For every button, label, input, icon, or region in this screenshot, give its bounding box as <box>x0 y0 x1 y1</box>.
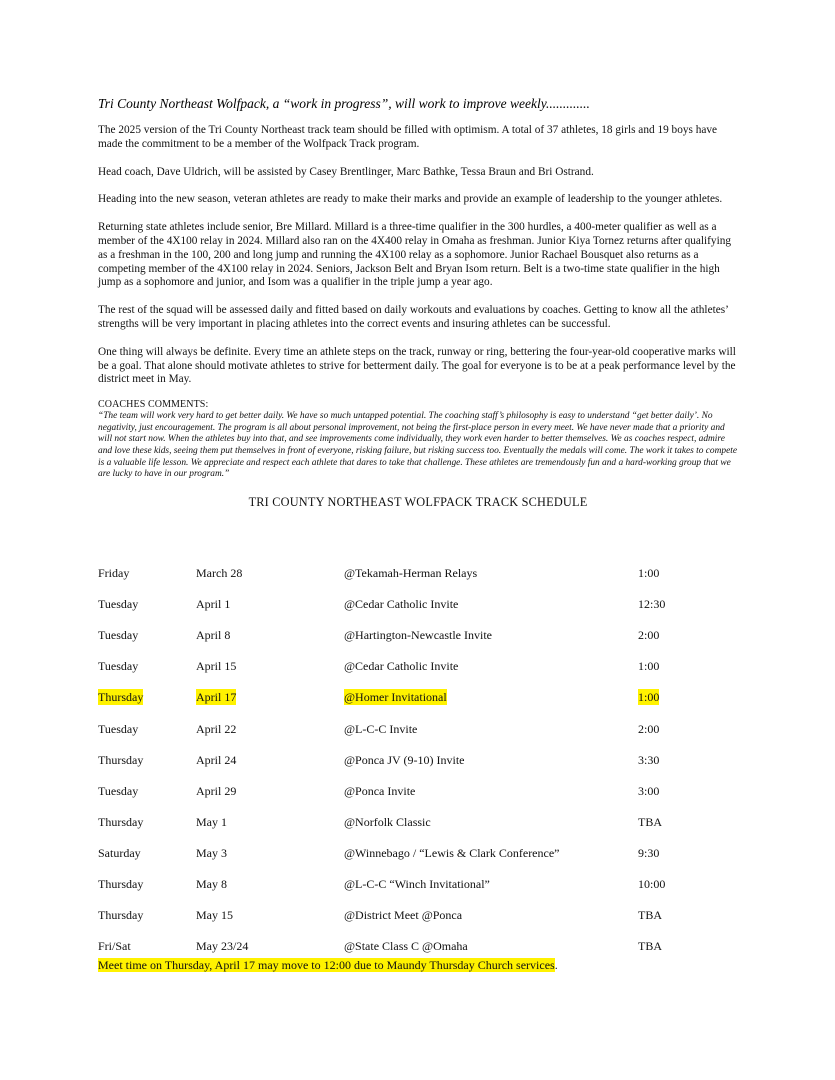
schedule-event: @Tekamah-Herman Relays <box>344 566 478 580</box>
schedule-time: TBA <box>638 814 662 829</box>
schedule-day: Tuesday <box>98 597 139 612</box>
paragraph-intro: The 2025 version of the Tri County Northeast track team should be filled with optimism. A total of 37 athletes, 18 girls and 19 boys have made the commitment to be a member of the Wolfpack Track program. <box>98 124 718 150</box>
schedule-date: April 15 <box>196 659 237 674</box>
schedule-row <box>98 876 718 892</box>
schedule-date: May 8 <box>196 877 227 891</box>
schedule-date: May 15 <box>196 908 233 923</box>
schedule-date: May 1 <box>196 814 227 829</box>
schedule-day: Thursday <box>98 690 144 705</box>
schedule-date: March 28 <box>196 566 243 580</box>
schedule-day: Tuesday <box>98 721 139 736</box>
schedule-event: @L-C-C “Winch Invitational” <box>344 877 490 891</box>
paragraph-squad: The rest of the squad will be assessed daily and fitted based on daily workouts and evaluations by coaches. Getting to know all the athletes’ strengths will be very important in placing athletes into the correct events and insuring athletes can be successful. <box>98 304 729 330</box>
schedule-day: Thursday <box>98 908 144 923</box>
schedule-event: @District Meet @Ponca <box>344 908 463 923</box>
article <box>98 96 738 510</box>
schedule-row <box>98 814 718 830</box>
schedule-day: Fri/Sat <box>98 939 131 954</box>
schedule-event: @Norfolk Classic <box>344 814 431 829</box>
schedule-row <box>98 627 718 643</box>
schedule-date: April 1 <box>196 597 231 612</box>
paragraph-veterans: Heading into the new season, veteran athletes are ready to make their marks and provide an example of leadership to the younger athletes. <box>98 193 723 206</box>
schedule-row <box>98 752 718 768</box>
schedule-time: 2:00 <box>638 721 660 736</box>
schedule-time: 9:30 <box>638 845 660 860</box>
schedule-row <box>98 596 718 612</box>
schedule-note-text: Meet time on Thursday, April 17 may move to 12:00 due to Maundy Thursday Church services <box>98 958 555 972</box>
schedule-time: 1:00 <box>638 566 660 580</box>
schedule-event: @State Class C @Omaha <box>344 939 468 954</box>
schedule-date: April 8 <box>196 628 231 643</box>
schedule-day: Thursday <box>98 814 144 829</box>
schedule-row <box>98 845 718 861</box>
schedule-day: Thursday <box>98 752 144 767</box>
schedule-date: April 29 <box>196 783 237 798</box>
schedule-event: @Ponca Invite <box>344 783 416 798</box>
schedule-event: @Winnebago / “Lewis & Clark Conference” <box>344 845 560 860</box>
schedule-day: Saturday <box>98 845 141 860</box>
schedule-note <box>98 957 558 973</box>
schedule-day: Friday <box>98 566 130 580</box>
schedule-date: April 24 <box>196 752 237 767</box>
schedule-time: 2:00 <box>638 628 660 643</box>
schedule-time: 12:30 <box>638 597 666 612</box>
schedule-day: Thursday <box>98 877 144 891</box>
schedule-event: @L-C-C Invite <box>344 721 418 736</box>
schedule-event: @Ponca JV (9-10) Invite <box>344 752 465 767</box>
schedule-time: 3:30 <box>638 752 660 767</box>
schedule-title: TRI COUNTY NORTHEAST WOLFPACK TRACK SCHEDULE <box>248 494 588 509</box>
schedule-date: May 23/24 <box>196 939 249 954</box>
schedule-date: May 3 <box>196 845 227 860</box>
article-headline: Tri County Northeast Wolfpack, a “work in progress”, will work to improve weekly............. <box>98 96 590 111</box>
schedule-event: @Cedar Catholic Invite <box>344 659 459 674</box>
schedule-row <box>98 907 718 923</box>
schedule-note-period: . <box>554 958 558 972</box>
schedule-event: @Hartington-Newcastle Invite <box>344 628 493 643</box>
schedule-row <box>98 565 718 581</box>
schedule-event: @Homer Invitational <box>344 690 447 705</box>
schedule-row <box>98 689 718 705</box>
schedule-event: @Cedar Catholic Invite <box>344 597 459 612</box>
schedule-day: Tuesday <box>98 659 139 674</box>
schedule-day: Tuesday <box>98 783 139 798</box>
paragraph-goals: One thing will always be definite. Every time an athlete steps on the track, runway or ring, bettering the four-year-old cooperative marks will be a goal. That alone should motivate athletes to strive for betterment daily. The goal for everyone is to be at a peak performance level by the district meet in May. <box>98 345 736 386</box>
schedule-row <box>98 721 718 737</box>
schedule-time: 1:00 <box>638 690 660 705</box>
paragraph-coaches: Head coach, Dave Uldrich, will be assisted by Casey Brentlinger, Marc Bathke, Tessa Braun and Bri Ostrand. <box>98 165 594 178</box>
schedule-row <box>98 658 718 674</box>
schedule-time: 1:00 <box>638 659 660 674</box>
coaches-comments-quote: “The team will work very hard to get better daily. We have so much untapped potential. The coaching staff’s philosophy is easy to understand “get better daily’. No negativity, just encouragement. The program is all about personal improvement, not being the first-place person in every meet. We have never made that a priority and will not start now. When the athletes buy into that, and see improvements come individually, they work even harder to better themselves. We as coaches respect, admire and love these kids, seeing them put themselves in front of everyone, risking failure, but risking success too. Eventually the medals will come. The work it takes to compete is a valuable life lesson. We appreciate and respect each athlete that dares to take that challenge. These athletes are tremendously fun and a hard-working group that we are lucky to have in our program.” <box>98 411 738 480</box>
schedule-day: Tuesday <box>98 628 139 643</box>
schedule-date: April 22 <box>196 721 237 736</box>
coaches-comments-heading: COACHES COMMENTS: <box>98 399 209 411</box>
schedule-time: TBA <box>638 908 662 923</box>
schedule-time: TBA <box>638 939 662 954</box>
schedule-time: 3:00 <box>638 783 660 798</box>
schedule-row <box>98 783 718 799</box>
paragraph-returning-state: Returning state athletes include senior, Bre Millard. Millard is a three-time qualifier in the 300 hurdles, a 400-meter qualifier as well as a member of the 4X100 relay in 2024. Millard also ran on the 4X400 relay in Omaha as freshman. Junior Kiya Tornez returns after qualifying as a freshman in the 100, 200 and long jump and running the 4X100 relay as a sophomore. Junior Rachael Bousquet also returns as a competing member of the 4X100 relay in 2024. Seniors, Jackson Belt and Bryan Isom return. Belt is a two-time state qualifier in the high jump as a sophomore and junior, and Isom was a qualifier in the triple jump a year ago. <box>98 221 732 289</box>
schedule-date: April 17 <box>196 690 237 705</box>
schedule-row <box>98 938 718 954</box>
schedule-time: 10:00 <box>638 877 666 891</box>
